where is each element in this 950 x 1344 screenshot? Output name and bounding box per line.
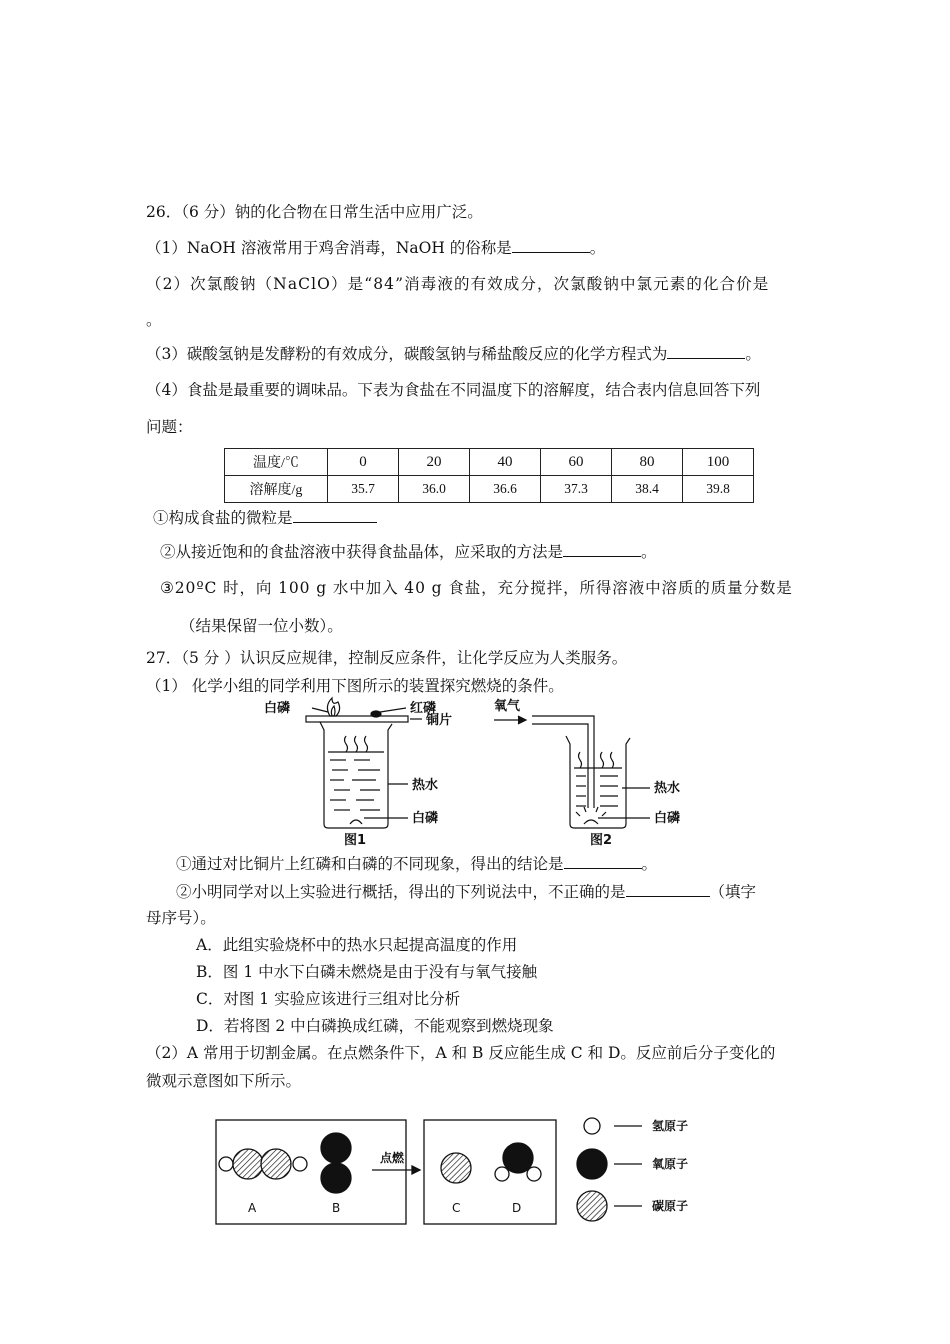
punct: 。 <box>641 543 657 561</box>
oxygen-atom <box>321 1133 351 1163</box>
option-b[interactable]: B．图 1 中水下白磷未燃烧是由于没有与氧气接触 <box>196 963 538 981</box>
label-copper-sheet: 铜片 <box>426 713 453 728</box>
oxygen-atom <box>503 1143 533 1173</box>
figure-1-caption: 图1 <box>344 833 367 848</box>
legend-carbon-label: 碳原子 <box>652 1199 689 1213</box>
q26-part3-text: （3）碳酸氢钠是发酵粉的有效成分，碳酸氢钠与稀盐酸反应的化学方程式为 <box>146 345 668 363</box>
table-cell: 35.7 <box>328 476 399 503</box>
legend-hydrogen-label: 氢原子 <box>652 1119 689 1133</box>
table-header-solubility: 溶解度/g <box>225 476 328 503</box>
hydrogen-atom <box>495 1167 509 1181</box>
q27-part2: （2）A 常用于切割金属。在点燃条件下，A 和 B 反应能生成 C 和 D。反应前后分子变化的 <box>146 1044 776 1062</box>
label-red-phosphorus: 红磷 <box>410 701 437 716</box>
answer-blank[interactable] <box>512 238 590 253</box>
option-d[interactable]: D．若将图 2 中白磷换成红磷，不能观察到燃烧现象 <box>196 1017 554 1035</box>
carbon-atom <box>233 1149 263 1179</box>
q26-sub2 <box>160 542 657 562</box>
q26-part1-text: （1）NaOH 溶液常用于鸡舍消毒，NaOH 的俗称是 <box>146 239 512 257</box>
table-cell: 80 <box>612 449 683 476</box>
label-white-phosphorus: 白磷 <box>654 811 681 826</box>
answer-blank[interactable] <box>667 344 745 359</box>
label-hot-water: 热水 <box>412 778 439 793</box>
table-row-solubility <box>225 476 754 503</box>
q26-part1 <box>146 238 605 258</box>
table-header-temperature: 温度/℃ <box>225 449 328 476</box>
q26-part2-end: 。 <box>146 311 162 329</box>
legend-oxygen-label: 氧原子 <box>652 1157 689 1171</box>
label-white-phosphorus-underwater: 白磷 <box>412 811 439 826</box>
carbon-atom <box>261 1149 291 1179</box>
label-a: A <box>248 1201 257 1215</box>
carbon-atom <box>441 1153 471 1183</box>
q26-sub3-cont: （结果保留一位小数）。 <box>180 617 343 635</box>
q26-part3 <box>146 344 761 364</box>
reaction-condition: 点燃 <box>380 1151 405 1165</box>
q26-part2 <box>146 274 806 294</box>
q27-sub1-text: ①通过对比铜片上红磷和白磷的不同现象，得出的结论是 <box>176 855 564 873</box>
q27-sub2-tail: （填字 <box>709 883 757 901</box>
q26-part2-text: （2）次氯酸钠（NaClO）是“84”消毒液的有效成分，次氯酸钠中氯元素的化合价是 <box>146 275 770 293</box>
molecular-reaction-diagram <box>210 1108 700 1228</box>
table-cell: 36.6 <box>470 476 541 503</box>
punct: 。 <box>745 345 761 363</box>
punct: 。 <box>589 239 606 257</box>
q27-sub2-text: ②小明同学对以上实验进行概括，得出的下列说法中，不正确的是 <box>176 883 626 901</box>
table-cell: 100 <box>683 449 754 476</box>
q26-sub1-text: ①构成食盐的微粒是 <box>153 509 293 527</box>
oxygen-atom <box>321 1163 351 1193</box>
punct: 。 <box>641 855 658 873</box>
table-cell: 39.8 <box>683 476 754 503</box>
answer-blank[interactable] <box>293 508 377 523</box>
q27-sub1 <box>176 854 657 874</box>
table-cell: 37.3 <box>541 476 612 503</box>
table-cell: 20 <box>399 449 470 476</box>
legend-oxygen-swatch <box>577 1149 607 1179</box>
table-cell: 38.4 <box>612 476 683 503</box>
legend-hydrogen-swatch <box>584 1118 600 1134</box>
label-white-phosphorus: 白磷 <box>264 701 291 716</box>
option-c[interactable]: C．对图 1 实验应该进行三组对比分析 <box>196 990 461 1008</box>
q26-sub3 <box>160 578 806 598</box>
q26-sub2-text: ②从接近饱和的食盐溶液中获得食盐晶体，应采取的方法是 <box>160 543 564 561</box>
table-row-temperature <box>225 449 754 476</box>
q27-title: 27．（5 分 ）认识反应规律，控制反应条件，让化学反应为人类服务。 <box>146 649 628 667</box>
table-cell: 36.0 <box>399 476 470 503</box>
label-oxygen: 氧气 <box>494 699 521 714</box>
label-hot-water: 热水 <box>654 781 681 796</box>
q27-sub2-cont: 母序号）。 <box>146 909 216 927</box>
hydrogen-atom <box>293 1157 307 1171</box>
q27-part2-cont: 微观示意图如下所示。 <box>146 1072 302 1090</box>
q26-title: 26．（6 分）钠的化合物在日常生活中应用广泛。 <box>146 203 483 221</box>
label-d: D <box>512 1201 522 1215</box>
q26-sub1 <box>153 508 377 528</box>
table-cell: 40 <box>470 449 541 476</box>
answer-blank[interactable] <box>626 882 710 897</box>
answer-blank[interactable] <box>564 854 642 869</box>
q26-sub3-text: ③20ºC 时，向 100 g 水中加入 40 g 食盐，充分搅拌，所得溶液中溶质的质量分数是 <box>160 579 793 597</box>
solubility-table <box>224 448 754 503</box>
hydrogen-atom <box>527 1167 541 1181</box>
option-a[interactable]: A．此组实验烧杯中的热水只起提高温度的作用 <box>196 936 518 954</box>
legend-carbon-swatch <box>577 1191 607 1221</box>
q26-part4: （4）食盐是最重要的调味品。下表为食盐在不同温度下的溶解度，结合表内信息回答下列 <box>146 381 761 399</box>
q26-part4-cont: 问题： <box>146 418 193 436</box>
combustion-apparatus-figure <box>250 696 710 850</box>
q27-sub2 <box>176 882 756 902</box>
table-cell: 60 <box>541 449 612 476</box>
q27-part1: （1） 化学小组的同学利用下图所示的装置探究燃烧的条件。 <box>146 677 564 695</box>
figure-2-caption: 图2 <box>590 833 613 848</box>
hydrogen-atom <box>219 1157 233 1171</box>
answer-blank[interactable] <box>563 542 641 557</box>
table-cell: 0 <box>328 449 399 476</box>
label-b: B <box>332 1201 341 1215</box>
label-c: C <box>452 1201 461 1215</box>
